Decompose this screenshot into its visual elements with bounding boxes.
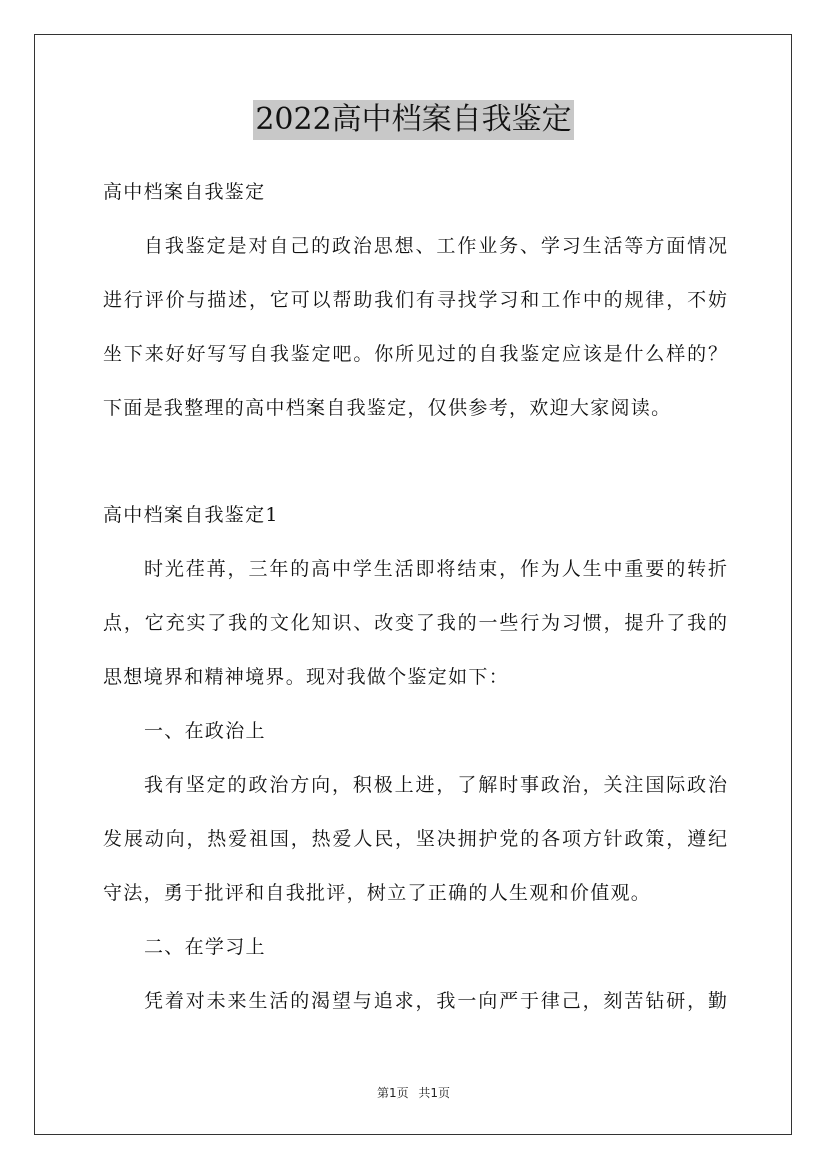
page-footer	[0, 1084, 827, 1101]
document-body	[103, 165, 727, 1028]
page-number: 第1页	[376, 1086, 409, 1100]
subheading-politics: 一、在政治上	[144, 720, 266, 742]
title-wrapper	[0, 100, 827, 140]
para3-line-1: 凭着对未来生活的渴望与追求，我一向严于律己，刻苦钻研，勤	[144, 990, 727, 1012]
heading-section-1: 高中档案自我鉴定1	[103, 504, 279, 526]
intro-line-2: 进行评价与描述，它可以帮助我们有寻找学习和工作中的规律，不妨	[103, 289, 727, 311]
para1-line-1: 时光荏苒，三年的高中学生活即将结束，作为人生中重要的转折	[144, 558, 727, 580]
paragraph-gap	[103, 435, 727, 488]
intro-line-1: 自我鉴定是对自己的政治思想、工作业务、学习生活等方面情况	[144, 235, 727, 257]
heading-main: 高中档案自我鉴定	[103, 181, 266, 203]
para1-line-2: 点，它充实了我的文化知识、改变了我的一些行为习惯，提升了我的	[103, 612, 727, 634]
intro-line-3: 坐下来好好写写自我鉴定吧。你所见过的自我鉴定应该是什么样的？	[103, 343, 727, 365]
subheading-study: 二、在学习上	[144, 936, 266, 958]
para2-line-1: 我有坚定的政治方向，积极上进，了解时事政治，关注国际政治	[144, 774, 727, 796]
document-title: 2022高中档案自我鉴定	[253, 100, 573, 140]
para2-line-2: 发展动向，热爱祖国，热爱人民，坚决拥护党的各项方针政策，遵纪	[103, 828, 727, 850]
para2-line-3: 守法，勇于批评和自我批评，树立了正确的人生观和价值观。	[103, 882, 652, 904]
intro-line-4: 下面是我整理的高中档案自我鉴定，仅供参考，欢迎大家阅读。	[103, 397, 672, 419]
para1-line-3: 思想境界和精神境界。现对我做个鉴定如下：	[103, 666, 510, 688]
page-total: 共1页	[418, 1086, 451, 1100]
